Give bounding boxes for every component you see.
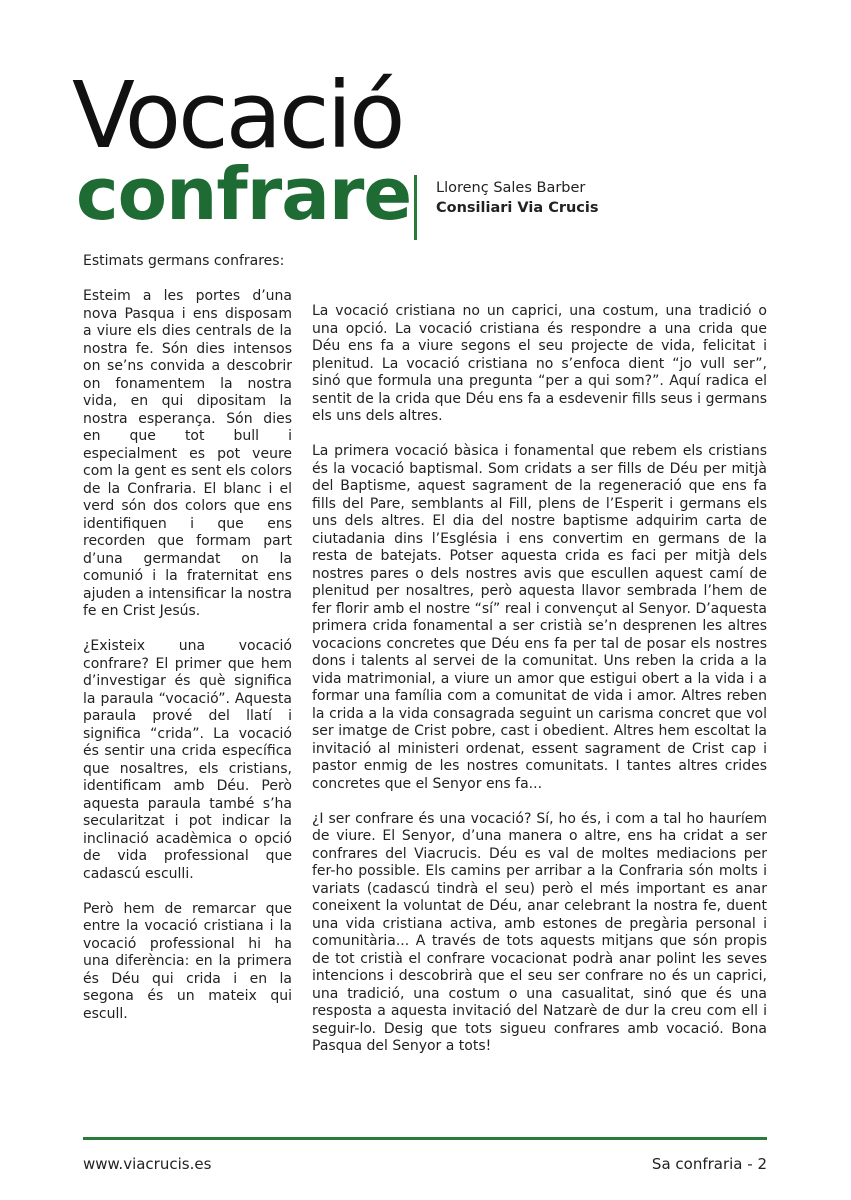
- author-block: [436, 178, 599, 218]
- paragraph: La primera vocació bàsica i fonamental que rebem els cristians és la vocació baptismal. Som cridats a ser fills de Déu per mitjà del Baptisme, aquest sagrament de la regeneració que ens fa fills del Pare, semblants al Fill, plens de l’Esperit i germans els uns dels altres. El dia del nostre baptisme adquirim carta de ciutadania dins l’Església i ens convertim en germans de la resta de batejats. Potser aquesta crida es faci per mitjà dels nostres pares o dels nostres avis que escullen aquest camí de plenitud per nosaltres, però aquesta llavor sembrada l’hem de fer florir amb el nostre “sí” real i convençut al Senyor. D’aquesta primera crida fonamental a ser cristià se’n desprenen les altres vocacions concretes que Déu ens fa per tal de posar els nostres dons i talents al servei de la comunitat. Uns reben la crida a la vida matrimonial, a viure un amor que estigui obert a la vida i a formar una família com a comunitat de vida i amor. Altres reben la crida a la vida consagrada seguint un carisma concret que vol ser imatge de Crist pobre, cast i obedient. Altres hem escoltat la invitació al ministeri ordenat, essent sagrament de Crist cap i pastor enmig de les nostres comunitats. I tantes altres crides concretes que el Senyor ens fa...: [312, 443, 767, 792]
- paragraph: Esteim a les portes d’una nova Pasqua i ens disposam a viure els dies centrals de la nostra fe. Són dies intensos on se’ns convida a descobrir on fonamentem la nostra vida, en qui dipositam la nostra esperança. Són dies en que tot bull i especialment es pot veure com la gent es sent els colors de la Confraria. El blanc i el verd són dos colors que ens identifiquen i que ens recorden que formam part d’una germandat on la comunió i la fraternitat ens ajuden a intensificar la nostra fe en Crist Jesús.: [83, 288, 292, 619]
- title-line-2: confrare: [76, 152, 412, 236]
- author-name: Llorenç Sales Barber: [436, 180, 586, 196]
- footer-page-number: Sa confraria - 2: [651, 1155, 767, 1173]
- right-column: [312, 303, 767, 1073]
- paragraph: ¿Existeix una vocació confrare? El primer que hem d’investigar és què significa la paraula “vocació”. Aquesta paraula prové del llatí i significa “crida”. La vocació és sentir una crida específica que nosaltres, els cristians, identificam amb Déu. Però aquesta paraula també s’ha secularitzat i pot indicar la inclinació acadèmica o opció de vida professional que cadascú esculli.: [83, 638, 292, 882]
- paragraph: Però hem de remarcar que entre la vocació cristiana i la vocació professional hi ha una diferència: en la primera és Déu qui crida i en la segona és un mateix qui escull.: [83, 900, 292, 1022]
- paragraph: ¿I ser confrare és una vocació? Sí, ho és, i com a tal ho hauríem de viure. El Senyor, d’una manera o altre, ens ha cridat a ser confrares del Viacrucis. Déu es val de moltes mediacions per fer-ho possible. Els camins per arribar a la Confraria són molts i variats (cadascú tindrà el seu) però el més important es anar coneixent la voluntat de Déu, anar celebrant la nostra fe, duent una vida cristiana activa, amb estones de pregària personal i comunitària... A través de tots aquests mitjans que són propis de tot cristià el confrare vocacionat podrà anar polint les seves intencions i descobrirà que el seu ser confrare no és un caprici, una tradició, una costum o una casualitat, sinó que és una resposta a aquesta invitació del Natzarè de dur la creu com ell i seguir-lo. Desig que tots sigueu confrares amb vocació. Bona Pasqua del Senyor a tots!: [312, 810, 767, 1054]
- title-line-1: Vocació: [72, 62, 403, 169]
- greeting: Estimats germans confrares:: [83, 253, 285, 269]
- author-role: Consiliari Via Crucis: [436, 200, 599, 216]
- footer-website: www.viacrucis.es: [83, 1155, 212, 1173]
- footer-divider: [83, 1137, 767, 1140]
- title-divider: [414, 175, 417, 240]
- paragraph: La vocació cristiana no un caprici, una costum, una tradició o una opció. La vocació cristiana és respondre a una crida que Déu ens fa a viure segons el seu projecte de vida, felicitat i plenitud. La vocació cristiana no s’enfoca dient “jo vull ser”, sinó que formula una pregunta “per a qui som?”. Aquí radica el sentit de la crida que Déu ens fa a esdevenir fills seus i germans els uns dels altres.: [312, 303, 767, 424]
- left-column: [83, 253, 292, 1041]
